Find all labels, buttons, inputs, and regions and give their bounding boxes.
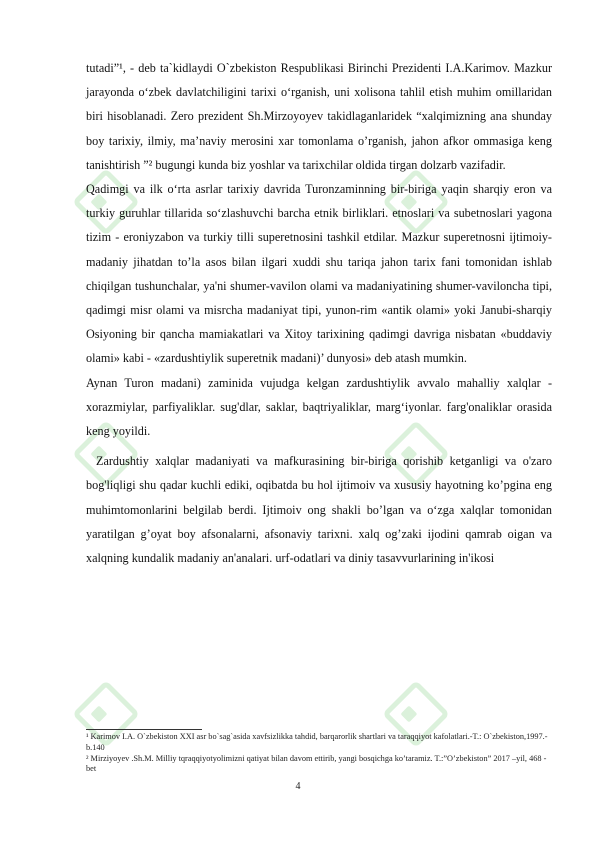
paragraph: Aynan Turon madani) zaminida vujudga kelgan zardushtiylik avvalo mahalliy xalqlar - xorazmiylar, parfiyaliklar. sug'dlar, saklar, baqtriyaliklar, marg‘iyonlar. farg'onaliklar orasida keng yoyildi. bbox=[86, 375, 552, 439]
footnote-divider bbox=[86, 729, 202, 730]
paragraph: Qadimgi va ilk o‘rta asrlar tarixiy davrida Turonzaminning bir-biriga yaqin sharqiy eron va turkiy guruhlar tillarida so‘zlashuvchi barcha etnik birliklari. etnoslari va subetnoslari yagona tizim - eroniyzabon va turkiy tilli superetnosini tashkil etdilar. Mazkur superetnosni ijtimoiy-madaniy jihatdan to’la asos bilan ilgari xuddi shu tariqa jahon tarix fani tomonidan ishlab chiqilgan tushunchalar, ya'ni shumer-vavilon olami va madaniyatining shumer-vaviloncha tipi, qadimgi misr olami va misrcha madaniyat tipi, yunon-rim «antik olami» yoki Janubi-sharqiy Osiyoning bir qancha mamiakatlari va Xitoy tarixining qadimgi davriga nisbatan «buddaviy olami» kabi - «zardushtiylik superetnik madani)’ dunyosi» deb atash mumkin. bbox=[86, 182, 552, 366]
page-number: 4 bbox=[295, 781, 301, 792]
footnote: ¹ Karimov I.A. O`zbekiston XXI asr bo`sag`asida xavfsizlikka tahdid, barqarorlik shartlari va taraqqiyot kafolatlari.-T.: O`zbekiston,1997.-b.140 bbox=[86, 732, 548, 752]
footnotes bbox=[86, 732, 552, 775]
footnote: ² Mirziyoyev .Sh.M. Milliy tqraqqiyotyolimizni qatiyat bilan davom ettirib, yangi bosqichga ko’taramiz. T.:”O’zbekiston” 2017 –yil, 468 - bet bbox=[86, 753, 547, 774]
body-text bbox=[86, 56, 552, 570]
paragraph: Zardushtiy xalqlar madaniyati va mafkurasining bir-biriga qorishib ketganligi va o'zaro bog'liqligi shu qadar kuchli ediki, oqibatda bu hol ijtimoiv va xususiy hayotning ko’pgina eng muhimtomonlarini belgilab berdi. Ijtimoiv ong shakli bo’lgan va o‘zga xalqlar tomonidan yaratilgan g’oyat boy afsonalarni, afsonaviy tarixni. xalq og’zaki ijodini qamrab oigan va xalqning kundalik madaniy an'analari. urf-odatlari va diniy tasavvurlarining in'ikosi bbox=[86, 454, 552, 566]
paragraph: tutadi”¹, - deb ta`kidlaydi O`zbekiston Respublikasi Birinchi Prezidenti I.A.Karimov. Mazkur jarayonda o‘zbek davlatchiligini tarixi o‘rganish, uni xolisona tahlil etish muhim omillaridan biri hisoblanadi. Zero prezident Sh.Mirzoyoyev takidlaganlaridek “xalqimizning ana shunday boy tarixiy, ilmiy, ma’naviy merosini xar tomonlama o’rganish, jahon afkor ommasiga keng tanishtirish ”² bugungi kunda biz yoshlar va tarixchilar oldida tirgan dolzarb vazifadir. bbox=[86, 61, 552, 172]
